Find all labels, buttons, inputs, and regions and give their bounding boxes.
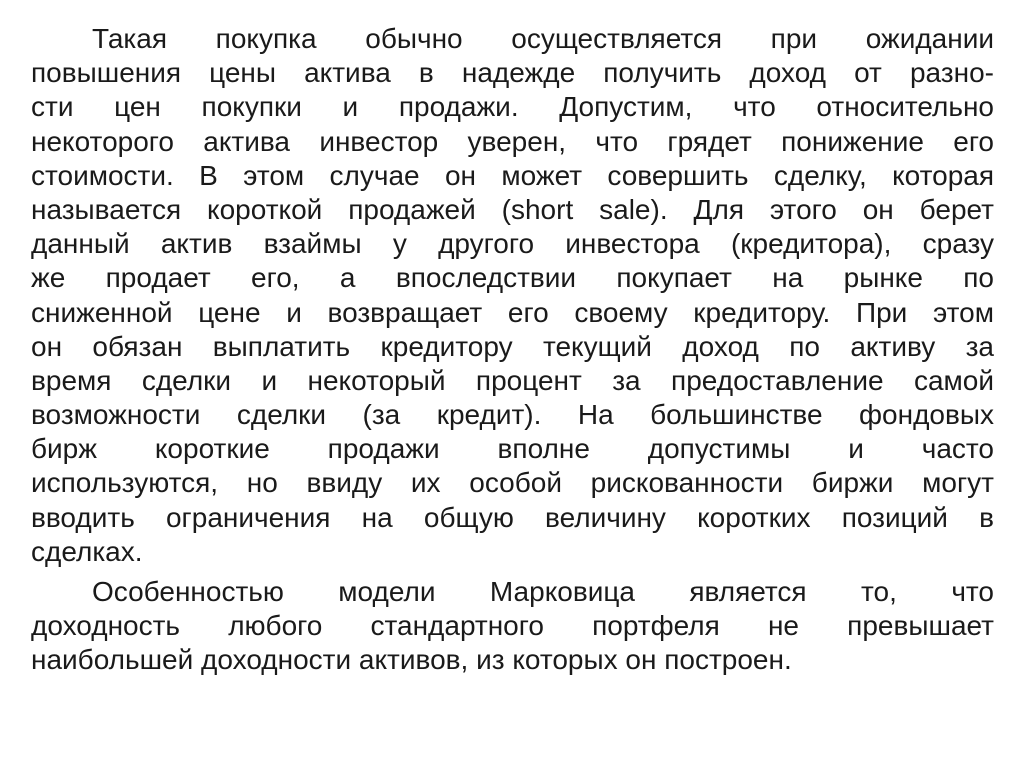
text-line: бирж короткие продажи вполне допустимы и часто	[31, 433, 994, 465]
text-line: сти цен покупки и продажи. Допустим, что относительно	[31, 91, 994, 123]
text-line: используются, но ввиду их особой рискованности биржи могут	[31, 467, 994, 499]
text-line: вводить ограничения на общую величину коротких позиций в	[31, 501, 994, 533]
text-line: сниженной цене и возвращает его своему кредитору. При этом	[31, 296, 994, 328]
text-line: данный актив взаймы у другого инвестора (кредитора), сразу	[31, 228, 994, 260]
text-line: же продает его, а впоследствии покупает на рынке по	[31, 262, 994, 294]
text-line: время сделки и некоторый процент за предоставление самой	[31, 364, 994, 396]
paragraph-1	[31, 22, 994, 569]
body-text	[31, 22, 994, 678]
text-line: сделках.	[31, 535, 143, 567]
text-line: называется короткой продажей (short sale). Для этого он берет	[31, 193, 994, 225]
text-line: некоторого актива инвестор уверен, что грядет понижение его	[31, 125, 994, 157]
text-line: он обязан выплатить кредитору текущий доход по активу за	[31, 330, 994, 362]
paragraph-2	[31, 575, 994, 678]
text-line: доходность любого стандартного портфеля не превышает	[31, 610, 994, 642]
text-line: Такая покупка обычно осуществляется при ожидании	[92, 23, 994, 54]
text-line: стоимости. В этом случае он может совершить сделку, которая	[31, 159, 994, 191]
text-line: повышения цены актива в надежде получить доход от разно-	[31, 57, 994, 89]
text-line: возможности сделки (за кредит). На большинстве фондовых	[31, 399, 994, 431]
text-line: наибольшей доходности активов, из которых он построен.	[31, 644, 792, 676]
text-line: Особенностью модели Марковица является то, что	[92, 576, 994, 607]
